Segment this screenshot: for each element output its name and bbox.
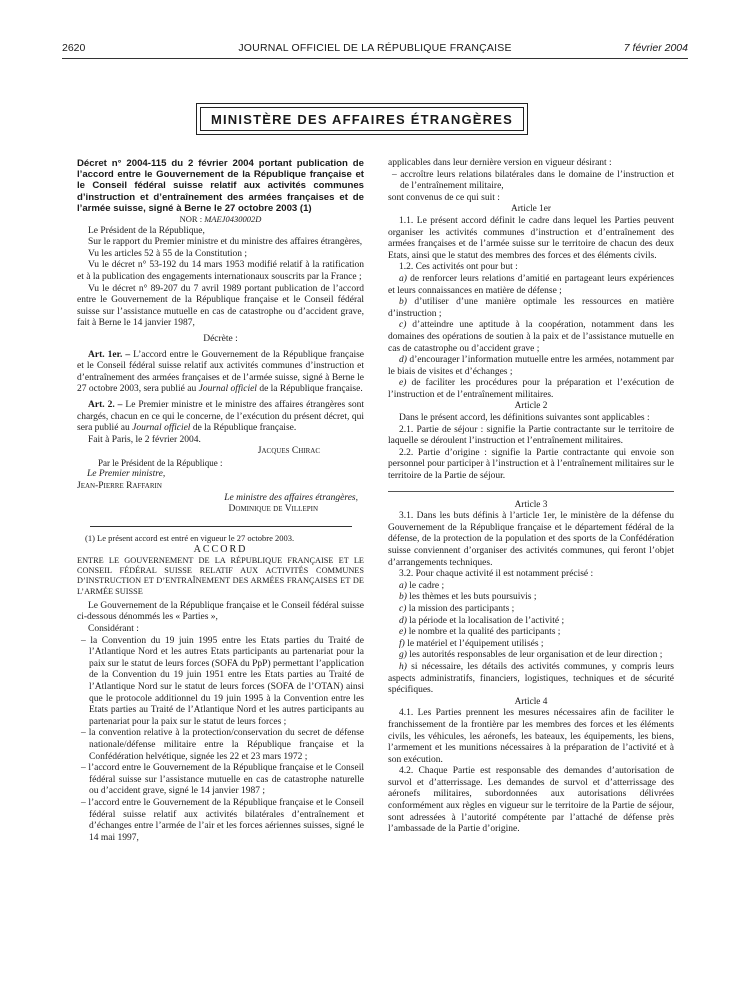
par-le-president: Par le Président de la République :	[98, 457, 223, 468]
item-text: le cadre ;	[409, 580, 445, 591]
journal-title: JOURNAL OFFICIEL DE LA RÉPUBLIQUE FRANÇAISE	[238, 42, 512, 54]
decree-article-2-end: de la République française.	[192, 423, 297, 434]
nor-reference	[77, 214, 364, 226]
article-4-paragraph: 4.2. Chaque Partie est responsable des demandes d’autorisation de survol et d’atterrissage. Les demandes de survol et d’atterrissage des aéronefs militaires, subordonnées aux autorisations délivrées conformément aux règles en vigueur sur le territoire de la Partie de séjour, sont adressées à l’autorité compétente par l’attaché de défense près l’ambassade de la Partie d’origine.	[388, 766, 674, 835]
article-1-paragraph: 1.2. Ces activités ont pour but :	[399, 262, 518, 273]
article-3-item	[388, 616, 674, 628]
decrete-heading: Décrète :	[203, 333, 238, 344]
article-2-heading: Article 2	[514, 401, 548, 412]
decree-paragraph: Le Président de la République,	[88, 225, 205, 236]
article-3-item	[388, 662, 674, 697]
right-column	[388, 158, 674, 836]
right-intro-closing: sont convenus de ce qui suit :	[388, 192, 500, 203]
article-3-item	[388, 627, 674, 639]
prime-minister-title: Le Premier ministre,	[87, 469, 166, 480]
left-column	[77, 158, 364, 844]
item-text: d’encourager l’information mutuelle entre les armées, notamment par le biais de visites et d’échanges ;	[388, 355, 675, 377]
item-text: d’atteindre une aptitude à la coopération, notamment dans les domaines des opérations de soutien à la paix et de l’assistance mutuelle en cas de catastrophe ou d’accident grave ;	[388, 320, 674, 354]
ministry-heading: MINISTÈRE DES AFFAIRES ÉTRANGÈRES	[200, 107, 524, 131]
item-letter: a)	[399, 273, 407, 284]
item-letter: f)	[399, 638, 405, 649]
right-intro-dash: – accroître leurs relations bilatérales dans le domaine de l’instruction et de l’entraînement militaire,	[392, 169, 674, 192]
article-1-item	[388, 320, 674, 355]
decree-article-1	[77, 350, 364, 396]
item-letter: d)	[399, 615, 407, 626]
accord-intro: Le Gouvernement de la République française et le Conseil fédéral suisse ci-dessous dénommés les « Parties »,	[77, 600, 364, 623]
item-text: le matériel et l’équipement utilisés ;	[407, 638, 544, 649]
article-2-paragraph: Dans le présent accord, les définitions suivantes sont applicables :	[399, 413, 650, 424]
article-4-heading: Article 4	[514, 696, 548, 707]
article-3-item	[388, 592, 674, 604]
article-1-item	[388, 297, 674, 320]
consideration-item: – la convention relative à la protection/conservation du secret de défense nationale/défense militaire entre la République française et la Confédération helvétique, signée les 22 et 23 mars 1972 ;	[81, 728, 364, 762]
decree-article-1-label: Art. 1er. –	[88, 349, 131, 360]
item-text: de faciliter les procédures pour la préparation et l’exécution de l’instruction et de l’entraînement militaires.	[388, 378, 675, 400]
item-letter: h)	[399, 661, 407, 672]
article-2-paragraph: 2.2. Partie d’origine : signifie la Partie contractante qui envoie son personnel pour participer à l’instruction et à l’entraînement militaires sur le territoire de la Partie de séjour.	[388, 447, 674, 482]
article-1-item	[388, 378, 674, 401]
nor-value: MAEJ0430002D	[204, 214, 262, 225]
article-4-paragraph: 4.1. Les Parties prennent les mesures nécessaires afin de faciliter le franchissement de la frontière par les membres des forces et les éléments civils, les véhicules, les aéronefs, les bateaux, les équipements, les biens, l’armement et les munitions nécessaires à la préparation de l’activité et à son exécution.	[388, 708, 674, 765]
decree-title: Décret n° 2004-115 du 2 février 2004 portant publication de l’accord entre le Gouvernement de la République française et le Conseil fédéral suisse relatif aux activités communes d’instruction et d’entraînement des armées françaises et de l’armée suisse, signé à Berne le 27 octobre 2003 (1)	[77, 158, 364, 214]
foreign-minister-title: Le ministre des affaires étrangères,	[224, 492, 358, 503]
section-rule	[388, 491, 674, 492]
running-header	[62, 42, 688, 56]
consideration-item: – l’accord entre le Gouvernement de la République française et le Conseil fédéral suisse sur l’assistance mutuelle en cas de catastrophe naturelle ou d’accident grave, signé le 14 janvier 1987 ;	[81, 763, 364, 797]
footnote-rule	[90, 526, 352, 527]
footnote: (1) Le présent accord est entré en vigueur le 27 octobre 2003.	[85, 532, 295, 543]
considerant-heading: Considérant :	[88, 624, 139, 635]
article-3-item	[388, 650, 674, 662]
item-text: de renforcer leurs relations d’amitié en partageant leurs expériences et leurs connaissances en matière de défense ;	[388, 273, 674, 296]
president-signature: Jacques Chirac	[257, 446, 320, 457]
decree-article-2-label: Art. 2. –	[88, 399, 123, 410]
article-2-paragraph: 2.1. Partie de séjour : signifie la Partie contractante sur le territoire de laquelle se déroulent l’instruction et l’entraînement militaires.	[388, 424, 674, 447]
right-intro-line: applicables dans leur dernière version en vigueur désirant :	[388, 158, 612, 168]
item-text: si nécessaire, les détails des activités communes, y compris leurs aspects administratifs, financiers, logistiques, techniques et de sécurité spécifiques.	[388, 661, 674, 696]
decree-article-2-journal: Journal officiel	[132, 423, 191, 434]
item-letter: g)	[399, 650, 407, 661]
item-text: les autorités responsables de leur organisation et de leur direction ;	[409, 650, 663, 661]
item-text: la période et la localisation de l’activité ;	[409, 615, 565, 626]
item-text: le nombre et la qualité des participants ;	[408, 627, 561, 638]
decree-article-1-text: L’accord entre le Gouvernement de la République française et le Conseil fédéral suisse relatif aux activités communes d’instruction et d’entraînement des armées françaises et de l’armée suisse, signé à Berne le 27 octobre 2003, sera publié au	[77, 349, 365, 395]
decree-paragraph: Vu les articles 52 à 55 de la Constitution ;	[88, 248, 248, 259]
consideration-item: – l’accord entre le Gouvernement de la République française et le Conseil fédéral suisse relatif aux activités bilatérales d’entraînement et d’échanges entre l’armée de l’air et les forces aériennes suisses, signé le 14 mai 1997,	[81, 797, 364, 843]
consideration-item: – la Convention du 19 juin 1995 entre les Etats parties du Traité de l’Atlantique Nord et les autres Etats participants au partenariat pour la paix sur le statut de leurs forces (SOFA du PpP) permettant l’application de la Convention du 19 juin 1951 entre les Etats parties au Traité de l’Atlantique Nord sur le statut de leurs forces (SOFA de l’OTAN) ainsi que le protocole additionnel du 19 juin 1995 à la Convention entre les Etats parties au Traité de l’Atlantique Nord et les autres participants au partenariat pour la paix sur le statut de leurs forces ;	[81, 635, 365, 727]
decree-article-1-end: de la République française.	[259, 384, 363, 395]
item-letter: d)	[399, 355, 407, 366]
item-letter: c)	[399, 320, 407, 331]
item-letter: b)	[399, 592, 407, 603]
decree-paragraph: Vu le décret n° 53-192 du 14 mars 1953 modifié relatif à la ratification et à la publication des engagements internationaux souscrits par la France ;	[77, 260, 364, 282]
item-text: les thèmes et les buts poursuivis ;	[409, 592, 537, 603]
decree-paragraph: Sur le rapport du Premier ministre et du ministre des affaires étrangères,	[88, 237, 363, 248]
item-letter: a)	[399, 580, 407, 591]
article-1-heading: Article 1er	[510, 204, 551, 215]
article-3-paragraph: 3.2. Pour chaque activité il est notamment précisé :	[399, 569, 594, 580]
header-rule	[62, 58, 688, 59]
article-3-paragraph: 3.1. Dans les buts définis à l’article 1er, le ministère de la défense du Gouvernement de la République française et le département fédéral de la défense, de la protection de la population et des sports de la Confédération suisse conviennent d’organiser des activités communes, qui feront l’objet d’arrangements techniques.	[388, 511, 674, 568]
issue-date: 7 février 2004	[623, 42, 688, 54]
article-1-item	[388, 355, 674, 378]
foreign-minister-name: Dominique de Villepin	[228, 504, 318, 515]
decree-paragraph: Vu le décret n° 89-207 du 7 avril 1989 portant publication de l’accord entre le Gouvernement de la République française et le Conseil fédéral suisse sur l’assistance mutuelle en cas de catastrophe ou d’accident grave, fait à Berne le 14 janvier 1987,	[77, 283, 364, 329]
item-letter: e)	[399, 627, 407, 638]
article-3-item	[388, 604, 674, 616]
item-text: la mission des participants ;	[408, 603, 515, 614]
item-text: d’utiliser d’une manière optimale les ressources en matière d’instruction ;	[388, 297, 674, 319]
article-3-item	[388, 581, 674, 593]
item-letter: e)	[399, 378, 407, 389]
accord-subtitle: ENTRE LE GOUVERNEMENT DE LA RÉPUBLIQUE FRANÇAISE ET LE CONSEIL FÉDÉRAL SUISSE RELATIF AUX ACTIVITÉS COMMUNES D’INSTRUCTION ET D’ENTRAÎNEMENT DES ARMÉES FRANÇAISES ET DE L’ARMÉE SUISSE	[77, 556, 364, 596]
decree-article-2-text: Le Premier ministre et le ministre des affaires étrangères sont chargés, chacun en ce qui le concerne, de l’exécution du présent décret, qui sera publié au	[77, 399, 364, 434]
ministry-box	[196, 103, 528, 135]
nor-label: NOR :	[179, 214, 203, 225]
fait-a-paris: Fait à Paris, le 2 février 2004.	[88, 434, 201, 445]
article-1-item	[388, 274, 674, 297]
accord-title: ACCORD	[193, 544, 248, 556]
prime-minister-name: Jean-Pierre Raffarin	[77, 481, 162, 492]
article-3-heading: Article 3	[514, 499, 548, 510]
article-1-paragraph: 1.1. Le présent accord définit le cadre dans lequel les Parties peuvent organiser les activités communes d’instruction et d’entraînement des armées françaises et de l’armée suisse sur le territoire de chacun des deux Etats, ainsi que le statut des membres des forces et des éléments civils.	[388, 215, 674, 261]
item-letter: b)	[399, 297, 407, 308]
article-3-item	[388, 639, 674, 651]
decree-article-2	[77, 400, 364, 435]
item-letter: c)	[399, 603, 407, 614]
decree-article-1-journal: Journal officiel	[198, 384, 257, 395]
page-number: 2620	[62, 42, 86, 54]
